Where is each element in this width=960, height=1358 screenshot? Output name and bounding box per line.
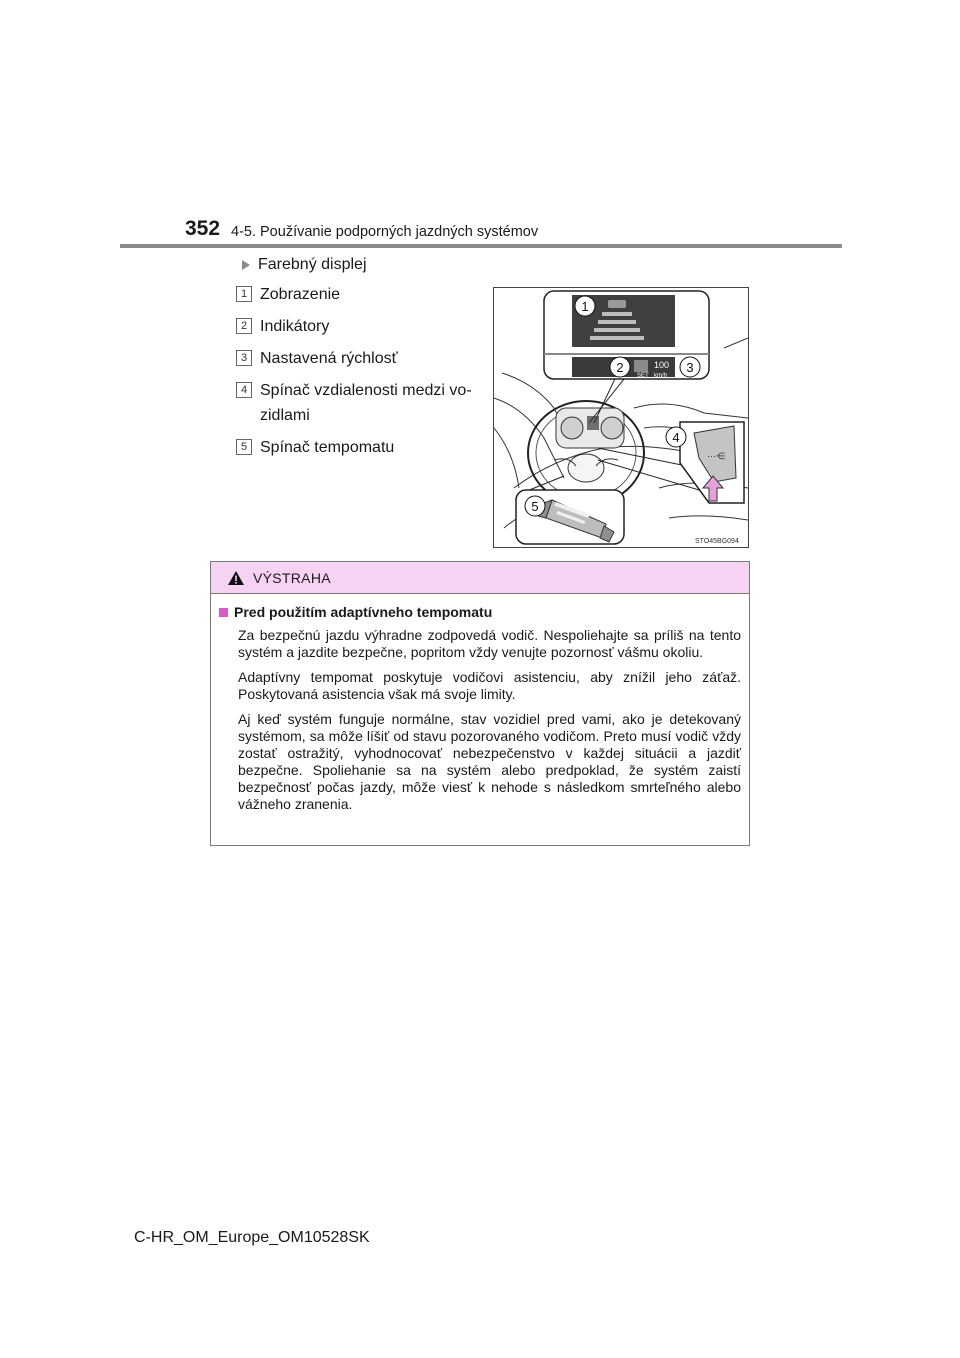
- legend-item: [236, 314, 492, 339]
- gap-switch-symbol: ⋯⋲: [707, 451, 725, 461]
- legend-list: [236, 282, 492, 467]
- legend-item: [236, 346, 492, 371]
- legend-text: Nastavená rýchlosť: [260, 350, 398, 367]
- warning-paragraph: Aj keď systém funguje normálne, stav vozidiel pred vami, ako je detekovaný systémom, sa môže líšiť od stavu pozorovaného vodičom. Preto musí vodič vždy zostať ostražitý, vyhodnocovať nebezpečenstvo v každej situácii a jazdiť bezpečne. Spoliehanie sa na systém alebo predpoklad, že systém zaistí bezpečnosť počas jazdy, môže viesť k nehode s následkom smrteľného alebo vážneho zranenia.: [238, 711, 741, 812]
- legend-text: Spínač vzdialenosti medzi vo- zidlami: [260, 382, 472, 424]
- warning-box: [210, 561, 750, 846]
- warning-triangle-icon: [227, 570, 245, 586]
- warning-title: [219, 604, 741, 621]
- warning-label: VÝSTRAHA: [253, 569, 331, 586]
- page-number: 352: [185, 217, 221, 240]
- chapter-title: 4-5. Používanie podporných jazdných systémov: [231, 224, 539, 240]
- legend-text: Zobrazenie: [260, 286, 341, 303]
- callout-3: 3: [686, 360, 694, 375]
- callout-1: 1: [581, 299, 589, 314]
- cockpit-drawing: [494, 288, 748, 547]
- display-unit: km/h: [654, 373, 668, 379]
- legend-item: [236, 435, 492, 460]
- cockpit-illustration: [493, 287, 749, 548]
- warning-title-text: Pred použitím adaptívneho tempomatu: [234, 604, 493, 620]
- header-rule: [120, 244, 842, 248]
- legend-text: Spínač tempomatu: [260, 439, 395, 456]
- display-set: SET: [637, 373, 649, 379]
- square-bullet-icon: [219, 608, 228, 617]
- subheading: [242, 256, 367, 274]
- callout-2: 2: [616, 360, 624, 375]
- warning-header: [211, 562, 749, 594]
- display-speed: 100: [654, 360, 670, 370]
- callout-5: 5: [531, 499, 539, 514]
- legend-number: 1: [236, 286, 252, 302]
- triangle-bullet-icon: [242, 260, 250, 270]
- warning-paragraph: Za bezpečnú jazdu výhradne zodpovedá vodič. Nespoliehajte sa príliš na tento systém a jazdite bezpečne, popritom vždy venujte pozornosť vášmu okoliu.: [238, 627, 741, 660]
- legend-number: 5: [236, 439, 252, 455]
- warning-paragraph: Adaptívny tempomat poskytuje vodičovi asistenciu, aby znížil jeho záťaž. Poskytovaná asistencia však má svoje limity.: [238, 669, 741, 702]
- legend-number: 2: [236, 318, 252, 334]
- figure-code: STO45BG094: [695, 538, 739, 545]
- legend-number: 4: [236, 382, 252, 398]
- subheading-text: Farebný displej: [258, 256, 367, 273]
- legend-item: [236, 378, 492, 428]
- legend-item: [236, 282, 492, 307]
- document-id-footer: C-HR_OM_Europe_OM10528SK: [134, 1229, 370, 1246]
- callout-4: 4: [672, 430, 680, 445]
- legend-text: Indikátory: [260, 318, 330, 335]
- warning-body: [211, 594, 749, 813]
- legend-number: 3: [236, 350, 252, 366]
